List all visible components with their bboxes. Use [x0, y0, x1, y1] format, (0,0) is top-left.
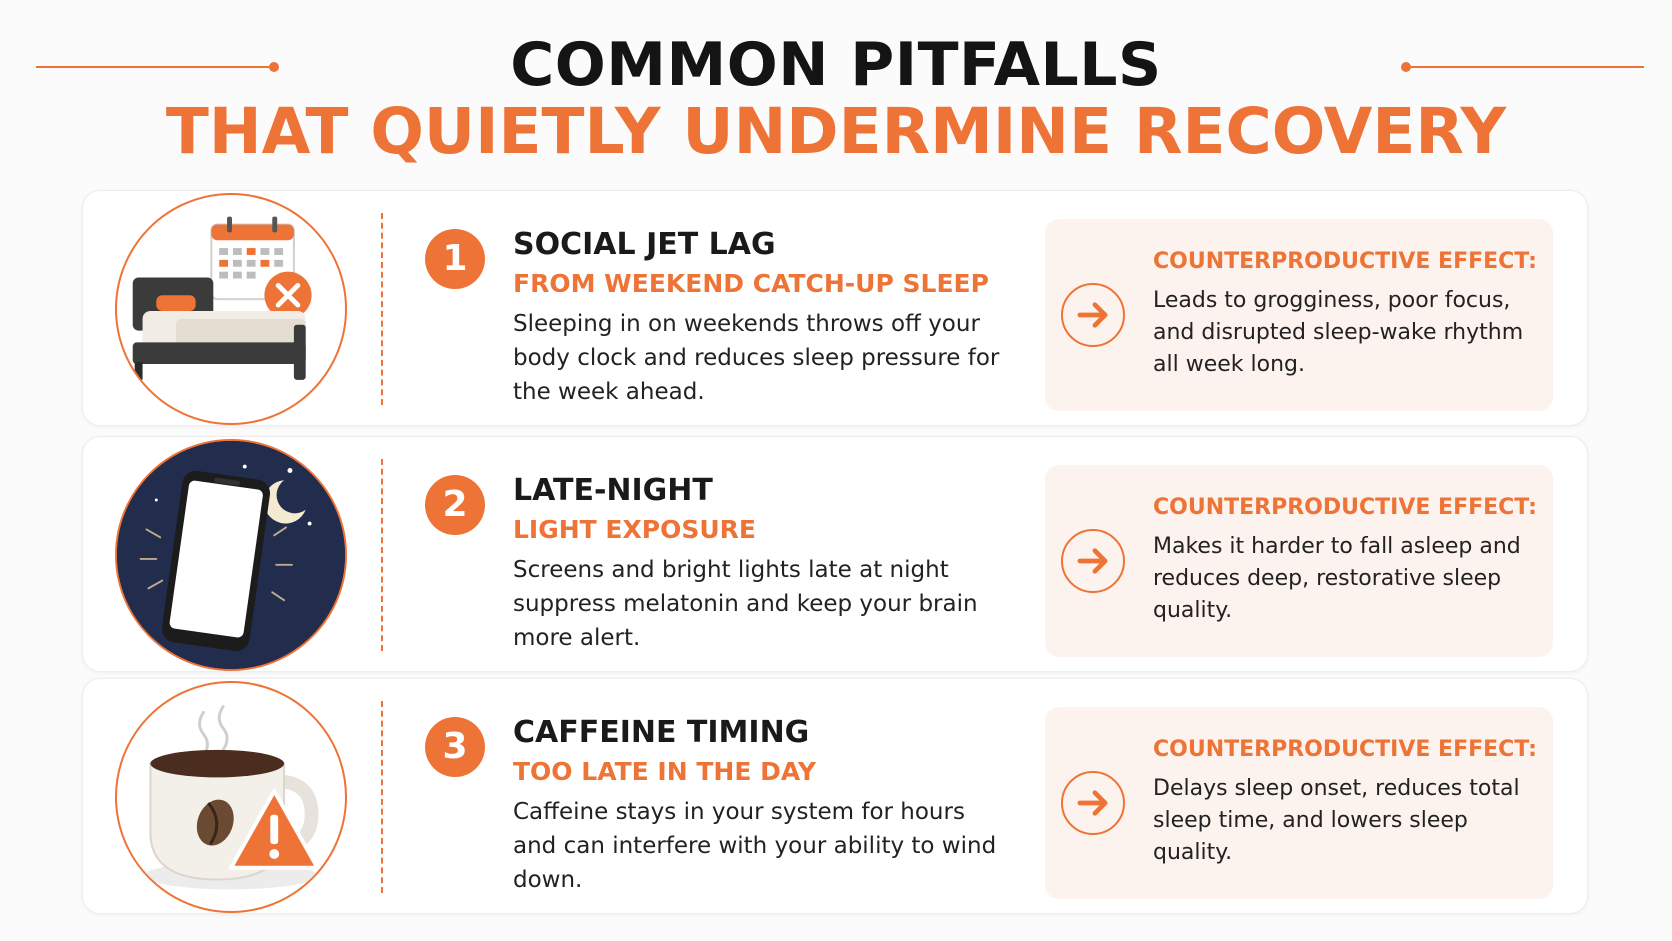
pitfall-subtitle: TOO LATE IN THE DAY — [513, 757, 816, 786]
pitfall-title: CAFFEINE TIMING — [513, 715, 810, 750]
number-badge: 3 — [425, 717, 485, 777]
dashed-divider — [381, 701, 383, 893]
effect-box — [1045, 465, 1553, 657]
pitfall-description: Caffeine stays in your system for hours and can interfere with your ability to wind down. — [513, 799, 997, 893]
arrow-right-icon — [1061, 771, 1125, 835]
number-badge: 2 — [425, 475, 485, 535]
header — [0, 0, 1672, 180]
number-badge: 1 — [425, 229, 485, 289]
pitfall-card-caffeine-timing — [82, 678, 1588, 914]
page-subtitle: THAT QUIETLY UNDERMINE RECOVERY — [165, 95, 1507, 168]
arrow-right-icon — [1061, 529, 1125, 593]
dashed-divider — [381, 213, 383, 405]
phone-moon-icon — [115, 439, 347, 671]
pitfall-subtitle: LIGHT EXPOSURE — [513, 515, 756, 544]
effect-label: COUNTERPRODUCTIVE EFFECT: — [1153, 737, 1537, 762]
pitfall-description: Sleeping in on weekends throws off your body clock and reduces sleep pressure for the week ahead. — [513, 311, 1000, 405]
coffee-warning-icon — [115, 681, 347, 913]
pitfall-title: SOCIAL JET LAG — [513, 227, 776, 262]
effect-label: COUNTERPRODUCTIVE EFFECT: — [1153, 249, 1537, 274]
pitfall-description: Screens and bright lights late at night suppress melatonin and keep your brain more alert. — [513, 557, 978, 651]
arrow-right-icon — [1061, 283, 1125, 347]
pitfall-card-late-night-light — [82, 436, 1588, 672]
pitfall-card-social-jet-lag — [82, 190, 1588, 426]
effect-box — [1045, 219, 1553, 411]
pitfall-subtitle: FROM WEEKEND CATCH-UP SLEEP — [513, 269, 989, 298]
effect-text: Delays sleep onset, reduces total sleep time, and lowers sleep quality. — [1153, 776, 1520, 865]
bed-calendar-icon — [115, 193, 347, 425]
effect-text: Leads to grogginess, poor focus, and disrupted sleep-wake rhythm all week long. — [1153, 288, 1524, 377]
effect-label: COUNTERPRODUCTIVE EFFECT: — [1153, 495, 1537, 520]
pitfall-title: LATE-NIGHT — [513, 473, 713, 508]
effect-box — [1045, 707, 1553, 899]
page-title: COMMON PITFALLS — [510, 30, 1162, 100]
dashed-divider — [381, 459, 383, 651]
effect-text: Makes it harder to fall asleep and reduces deep, restorative sleep quality. — [1153, 534, 1521, 623]
